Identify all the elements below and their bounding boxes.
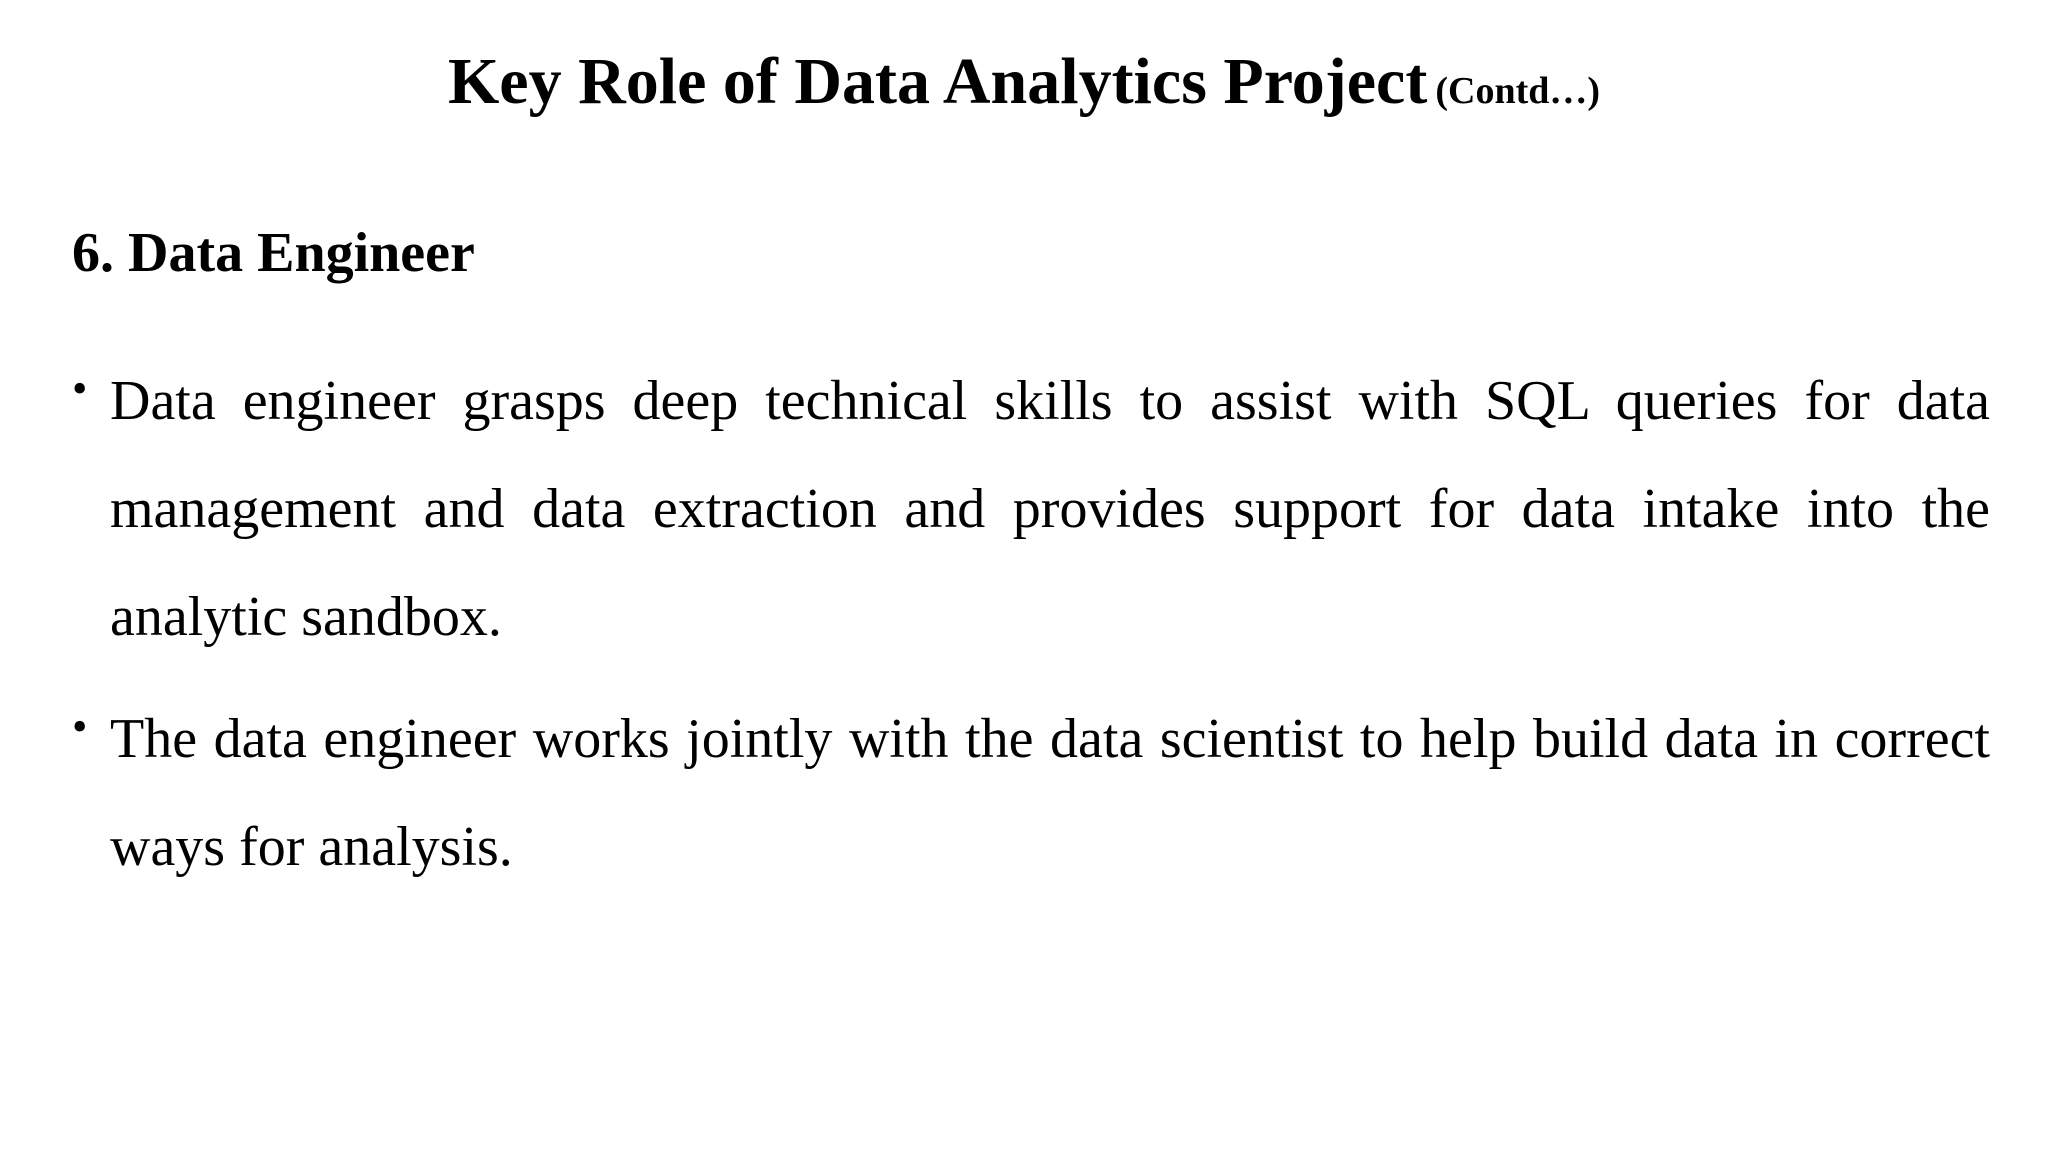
slide-title-main: Key Role of Data Analytics Project xyxy=(447,45,1428,118)
section-heading: 6. Data Engineer xyxy=(72,222,475,284)
bullet-dot-icon: • xyxy=(72,364,88,413)
slide-title-suffix: (Contd…) xyxy=(1435,70,1601,112)
bullet-text: The data engineer works jointly with the data scientist to help build data in correct ways for analysis. xyxy=(110,708,1990,878)
bullet-item xyxy=(72,685,1990,901)
bullet-dot-icon: • xyxy=(72,702,88,751)
bullet-text: Data engineer grasps deep technical skills to assist with SQL queries for data management and data extraction and provides support for data intake into the analytic sandbox. xyxy=(110,370,1990,648)
slide-title xyxy=(0,42,2048,121)
bullet-item xyxy=(72,347,1990,671)
bullet-list xyxy=(72,347,1990,915)
